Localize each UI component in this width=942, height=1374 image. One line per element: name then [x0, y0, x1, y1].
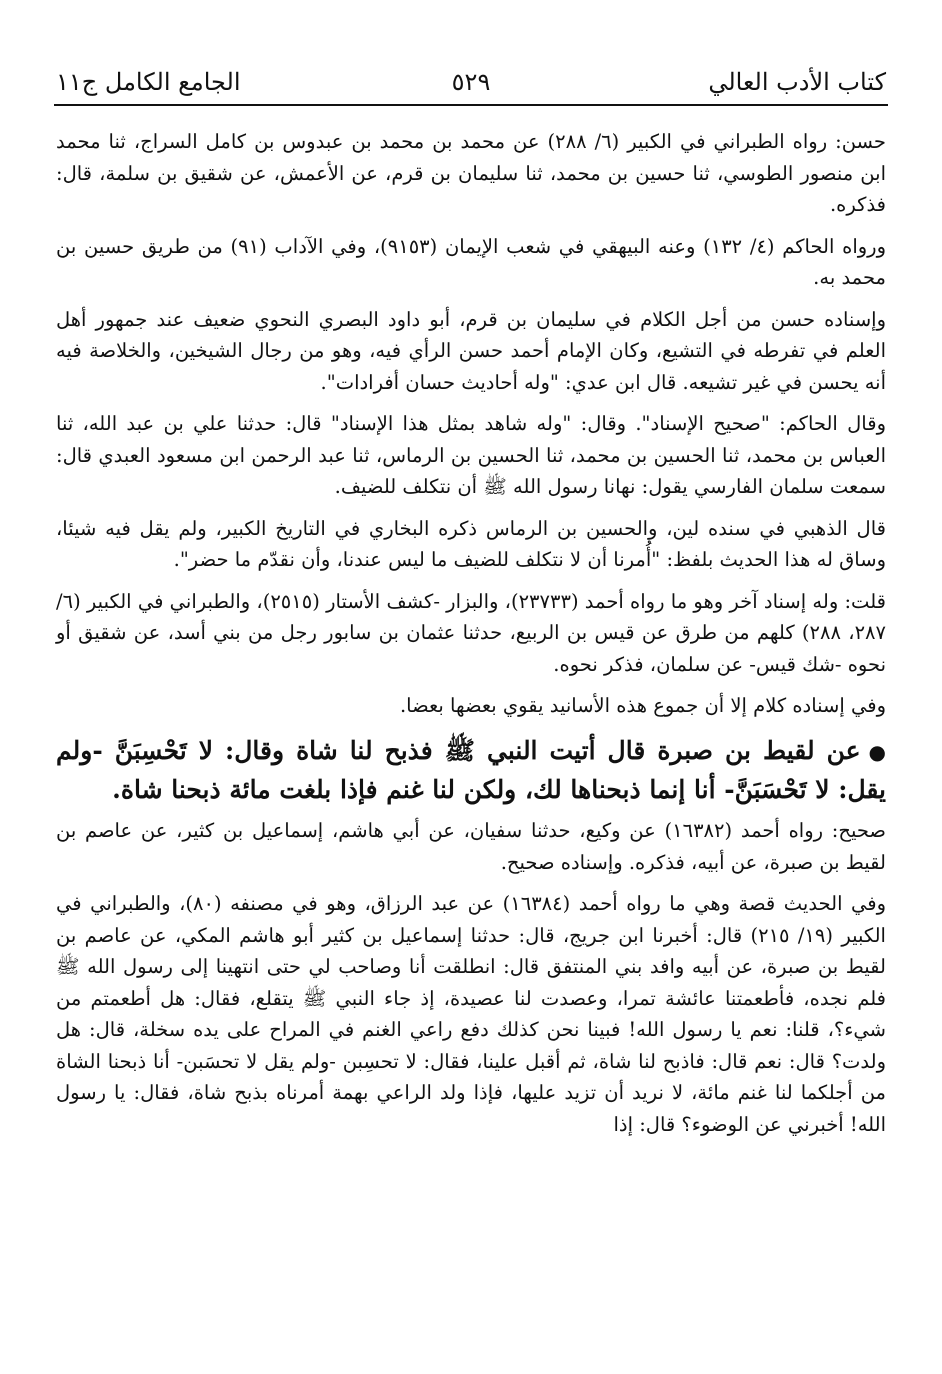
paragraph: ورواه الحاكم (٤/ ١٣٢) وعنه البيهقي في شعب الإيمان (٩١٥٣)، وفي الآداب (٩١) من طريق حسين بن محمد به.	[56, 234, 886, 289]
hadith-body: عن لقيط بن صبرة قال أتيت النبي ﷺ فذبح لنا شاة وقال: لا تَحْسِبَنَّ -ولم يقل: لا تَحْسَبَنَّ- أنا إنما ذبحناها لك، ولكن لنا غنم فإذا بلغت مائة ذبحنا شاة.	[56, 735, 886, 804]
page-number: ٥٢٩	[451, 68, 491, 96]
paragraph: صحيح: رواه أحمد (١٦٣٨٢) عن وكيع، حدثنا سفيان، عن أبي هاشم، إسماعيل بن كثير، عن عاصم بن لقيط بن صبرة، عن أبيه، فذكره. وإسناده صحيح.	[56, 819, 886, 874]
paragraph: قال الذهبي في سنده لين، والحسين بن الرماس ذكره البخاري في التاريخ الكبير، ولم يقل فيه شيئا، وساق له هذا الحديث بلفظ: "أُمرنا أن لا نتكلف للضيف ما ليس عندنا، وأن نقدّم ما حضر".	[56, 516, 886, 571]
paragraph: وفي إسناده كلام إلا أن جموع هذه الأسانيد يقوي بعضها بعضا.	[399, 694, 886, 717]
paragraph: وإسناده حسن من أجل الكلام في سليمان بن قرم، أبو داود البصري النحوي ضعيف عند جمهور أهل العلم في تفرطه في التشيع، وكان الإمام أحمد حسن الرأي فيه، وهو من رجال الشيخين، والخلاصة فيه أنه يحسن في غير تشيعه. قال ابن عدي: "وله أحاديث حسان أفرادات".	[56, 307, 886, 394]
hadith-text	[56, 732, 886, 810]
page-body	[56, 126, 886, 1150]
bullet-icon: ●	[868, 740, 886, 764]
book-title: كتاب الأدب العالي	[708, 68, 886, 96]
paragraph: حسن: رواه الطبراني في الكبير (٦/ ٢٨٨) عن محمد بن محمد بن عبدوس بن كامل السراج، ثنا محمد ابن منصور الطوسي، ثنا حسين بن محمد، ثنا سليمان بن قرم، عن الأعمش، عن شقيق بن سلمة، قال: فذكره.	[56, 130, 886, 216]
header-rule	[54, 104, 888, 106]
volume-title: الجامع الكامل ج١١	[56, 68, 241, 96]
paragraph: وفي الحديث قصة وهي ما رواه أحمد (١٦٣٨٤) عن عبد الرزاق، وهو في مصنفه (٨٠)، والطبراني في الكبير (١٩/ ٢١٥) قال: أخبرنا ابن جريج، قال: حدثنا إسماعيل بن كثير أبو هاشم المكي، عن عاصم بن لقيط بن صبرة، عن أبيه وافد بني المنتفق قال: انطلقت أنا وصاحب لي حتى انتهينا إلى رسول الله ﷺ فلم نجده، فأطعمتنا عائشة تمرا، وعصدت لنا عصيدة، إذ جاء النبي ﷺ يتقلع، فقال: هل أطعمتم من شيء؟، قلنا: نعم يا رسول الله! فبينا نحن كذلك دفع راعي الغنم في المراح على يده سخلة، قال: هل ولدت؟ قال: نعم قال: فاذبح لنا شاة، ثم أقبل علينا، فقال: لا تحسِبن -ولم يقل لا تحسَبن- أنا ذبحنا الشاة من أجلكما لنا غنم مائة، لا نريد أن تزيد عليها، فإذا ولد الراعي بهمة أمرناه بذبح شاة، فقال: يا رسول الله! أخبرني عن الوضوء؟ قال: إذا	[56, 892, 886, 1136]
paragraph: وقال الحاكم: "صحيح الإسناد". وقال: "وله شاهد بمثل هذا الإسناد" قال: حدثنا علي بن عبد الله، ثنا العباس بن محمد، ثنا الحسين بن محمد، ثنا الحسين بن الرماس، ثنا عبد الرحمن ابن مسعود العبدي قال: سمعت سلمان الفارسي يقول: نهانا رسول الله ﷺ أن نتكلف للضيف.	[56, 412, 886, 498]
running-header	[56, 62, 886, 102]
paragraph: قلت: وله إسناد آخر وهو ما رواه أحمد (٢٣٧٣٣)، والبزار -كشف الأستار (٢٥١٥)، والطبراني في الكبير (٦/ ٢٨٧، ٢٨٨) كلهم من طرق عن قيس بن الربيع، حدثنا عثمان بن سابور رجل من بني أسد، عن شقيق أو نحوه -شك قيس- عن سلمان، فذكر نحوه.	[56, 589, 886, 676]
